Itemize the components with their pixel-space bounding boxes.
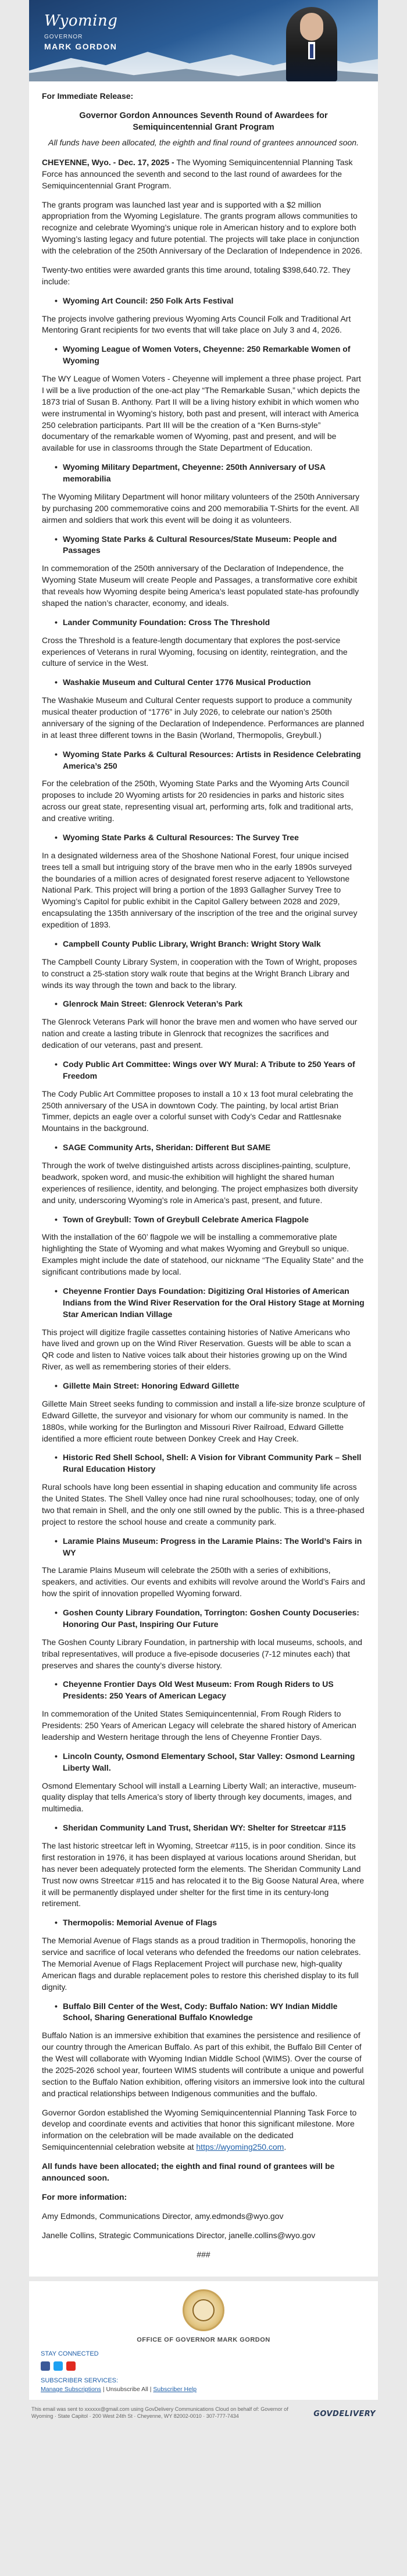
bullet-icon: • [55, 749, 58, 759]
subscriber-services-label: SUBSCRIBER SERVICES: [41, 2377, 119, 2384]
governor-portrait [286, 7, 337, 81]
release-subhead: All funds have been allocated, the eighth and final round of grantees announced soon. [48, 138, 359, 148]
release-headline: Governor Gordon Announces Seventh Round of Awardees for Semiquincentennial Grant Program [79, 110, 328, 133]
footer-office-name: OFFICE OF GOVERNOR MARK GORDON [137, 2336, 270, 2344]
award-item [42, 677, 365, 741]
award-title-row [55, 832, 365, 844]
governor-name: MARK GORDON [44, 42, 117, 52]
award-title: Buffalo Bill Center of the West, Cody: Buffalo Nation: WY Indian Middle School, Sharing Generational Buffalo Knowledge [63, 2001, 338, 2022]
award-description: The Glenrock Veterans Park will honor the brave men and women who have served our nation and create a lasting tribute in Glenrock that recognizes the sacrifices and dedication of our veterans, past and present. [42, 1017, 358, 1050]
award-item [42, 1751, 365, 1815]
separator: | [101, 2386, 106, 2393]
bullet-icon: • [55, 1381, 58, 1391]
award-description: Osmond Elementary School will install a Learning Liberty Wall; an interactive, museum-quality display that tells America’s story of liberty through key documents, images, and multimedia. [42, 1781, 357, 1814]
award-description: With the installation of the 60’ flagpole we will be installing a commemorative plate highlighting the State of Wyoming and what makes Wyoming and Greybull so unique. Examples might include the date of statehood, our nickname “The Equality State” and the significant contributions made by local. [42, 1232, 364, 1277]
dateline: CHEYENNE, Wyo. - Dec. 17, 2025 - [42, 157, 174, 167]
bullet-icon: • [55, 462, 58, 472]
release-body [29, 81, 378, 2277]
award-item [42, 2001, 365, 2100]
contact-amy: Amy Edmonds, Communications Director, amy.edmonds@wyo.gov [42, 2211, 284, 2221]
award-title: Wyoming State Parks & Cultural Resources: Artists in Residence Celebrating America’s 250 [63, 749, 361, 770]
award-title: Cody Public Art Committee: Wings over WY Mural: A Tribute to 250 Years of Freedom [63, 1059, 355, 1080]
legal-text: This email was sent to xxxxxx@gmail.com using GovDelivery Communications Cloud on behalf of: Governor of Wyoming · State Capitol · 200 West 24th St · Cheyenne, WY 82002-0010 · 307-777-7434 [31, 2406, 288, 2420]
award-title: Wyoming State Parks & Cultural Resources: The Survey Tree [63, 832, 299, 842]
award-description: The Wyoming Military Department will honor military volunteers of the 250th Anniversary by purchasing 200 commemorative coins and 200 memorabilia T-Shirts for the event. All airmen and soldiers that work this event will be doing it as volunteers. [42, 491, 360, 525]
award-title: Lincoln County, Osmond Elementary School, Star Valley: Osmond Learning Liberty Wall. [63, 1751, 355, 1772]
award-description: In commemoration of the United States Semiquincentennial, From Rough Riders to Presidents: 250 Years of American Legacy will celebrate the shared history of American leadership and Western heritage through the lens of Cheyenne Frontier Days. [42, 1709, 356, 1742]
facebook-icon[interactable] [41, 2361, 50, 2371]
award-description: The Goshen County Library Foundation, in partnership with local museums, schools, and tribal representatives, will produce a five-episode docuseries (7-12 minutes each) that preserves and shares the county’s diverse history. [42, 1637, 362, 1670]
award-title: SAGE Community Arts, Sheridan: Different But SAME [63, 1143, 271, 1153]
subscriber-links [41, 2385, 366, 2394]
closing-end: . [284, 2142, 287, 2152]
intro-text: The Wyoming Semiquincentennial Planning Task Force has announced the seventh and second to the last round of awardees for the Semiquincentennial Grant Program. [42, 157, 353, 190]
award-item [42, 1452, 365, 1528]
awards-list [42, 295, 365, 2100]
award-title-row [55, 1607, 365, 1630]
award-title-row [55, 462, 365, 485]
award-title: Wyoming State Parks & Cultural Resources/State Museum: People and Passages [63, 534, 337, 555]
governor-logo [44, 10, 117, 53]
email-container [29, 0, 378, 2400]
social-links [41, 2361, 366, 2371]
bullet-icon: • [55, 1286, 58, 1296]
count-paragraph: Twenty-two entities were awarded grants this time around, totaling $398,640.72. They include: [42, 265, 351, 286]
bullet-icon: • [55, 617, 58, 627]
bullet-icon: • [55, 1918, 58, 1928]
award-title: Cheyenne Frontier Days Old West Museum: From Rough Riders to US Presidents: 250 Years of American Legacy [63, 1679, 334, 1701]
award-title-row [55, 295, 365, 307]
contact-janelle: Janelle Collins, Strategic Communications Director, janelle.collins@wyo.gov [42, 2230, 316, 2240]
award-title-row [55, 344, 365, 367]
bullet-icon: • [55, 1608, 58, 1618]
award-title-row [55, 534, 365, 557]
bullet-icon: • [55, 1059, 58, 1069]
award-title: Campbell County Public Library, Wright Branch: Wright Story Walk [63, 939, 321, 948]
award-item [42, 344, 365, 454]
award-title-row [55, 617, 365, 629]
govdelivery-logo: GOVDELIVERY [313, 2409, 376, 2418]
award-title-row [55, 1059, 365, 1082]
award-description: Gillette Main Street seeks funding to commission and install a life-size bronze sculpture of Edward Gillette, the surveyor and visionary for whom our community is named. In the 1880s, while working for the Burlington and Missouri River Railroad, Edward Gillette identified a more efficient route between Donkey Creek and Hay Creek. [42, 1398, 365, 1443]
end-mark: ### [197, 2250, 210, 2260]
youtube-icon[interactable] [66, 2361, 76, 2371]
award-description: In a designated wilderness area of the Shoshone National Forest, four unique incised trees tell a small but intriguing story of the brave men who in the early 1890s surveyed the boundaries of a million acres of designated forest reserve adjacent to Yellowstone National Park. This project will bring a portion of the 1893 Gallagher Survey Tree to Wyoming’s Capitol for public exhibit in the Capitol Gallery between 2028 and 2029, encapsulating the 135th anniversary of the inscription of the tree and the original survey expedition of 1893. [42, 850, 358, 930]
separator: | [148, 2386, 153, 2393]
award-item [42, 1286, 365, 1373]
award-item [42, 998, 365, 1051]
award-description: Cross the Threshold is a feature-length documentary that explores the post-service experiences of Veterans in rural Wyoming, focusing on identity, reintegration, and the culture of service in the West. [42, 635, 348, 668]
bullet-icon: • [55, 1214, 58, 1224]
closing-paragraph [42, 2107, 365, 2154]
award-title-row [55, 1142, 365, 1154]
award-title-row [55, 1214, 365, 1226]
award-title: Gillette Main Street: Honoring Edward Gillette [63, 1381, 240, 1391]
award-description: The Campbell County Library System, in cooperation with the Town of Wright, proposes to construct a 25-station story walk route that begins at the Wright Branch Library and winds its way through the town and back to the library. [42, 957, 357, 990]
award-title-row [55, 1536, 365, 1559]
more-info-label: For more information: [42, 2192, 127, 2202]
bullet-icon: • [55, 1536, 58, 1546]
award-title-row [55, 1679, 365, 1702]
office-label: GOVERNOR [44, 33, 83, 40]
award-title-row [55, 939, 365, 950]
award-description: The Laramie Plains Museum will celebrate the 250th with a series of exhibitions, speakers, and activities. Our events and exhibits will revolve around the World’s Fairs and how the spirit of innovation propelled Wyoming forward. [42, 1565, 365, 1599]
award-item [42, 1917, 365, 1993]
award-title-row [55, 1917, 365, 1929]
award-title-row [55, 1380, 365, 1392]
bullet-icon: • [55, 1823, 58, 1833]
award-title: Historic Red Shell School, Shell: A Vision for Vibrant Community Park – Shell Rural Education History [63, 1453, 362, 1474]
award-description: For the celebration of the 250th, Wyoming State Parks and the Wyoming Arts Council proposes to include 20 Wyoming artists for 20 residencies in parks and historic sites across our great state, representing visual art, performing arts, folk and traditional arts, and creative writing. [42, 779, 354, 823]
closing-text: Governor Gordon established the Wyoming Semiquincentennial Planning Task Force to develop and coordinate events and activities that honor this significant milestone. More information on the celebration will be made available on the dedicated Semiquincentennial celebration website at [42, 2107, 357, 2152]
award-title-row [55, 1286, 365, 1321]
award-title: Sheridan Community Land Trust, Sheridan WY: Shelter for Streetcar #115 [63, 1823, 346, 1833]
award-description: The last historic streetcar left in Wyoming, Streetcar #115, is in poor condition. Since its first restoration in 1976, it has been displayed at various locations around Sheridan, but has never been adequately protected form the elements. The Sheridan Community Land Trust now owns Streetcar #115 and has relocated it to the Big Goose Natural Area, where it will be permanently displayed under shelter for the first time in its century-long retirement. [42, 1841, 365, 1908]
award-description: The Memorial Avenue of Flags stands as a proud tradition in Thermopolis, honoring the service and sacrifice of local veterans who defended the freedoms our nation celebrates. The Memorial Avenue of Flags Replacement Project will purchase new, high-quality American flags and durable replacement poles to restore this cherished display to its full dignity. [42, 1936, 361, 1992]
wyoming-script: Wyoming [44, 12, 118, 30]
bullet-icon: • [55, 832, 58, 842]
award-title: Laramie Plains Museum: Progress in the Laramie Plains: The World’s Fairs in WY [63, 1536, 362, 1557]
award-title: Glenrock Main Street: Glenrock Veteran’s Park [63, 999, 243, 1009]
bullet-icon: • [55, 999, 58, 1009]
award-item [42, 1822, 365, 1910]
program-paragraph: The grants program was launched last year and is supported with a $2 million appropriation from the Wyoming Legislature. The grants program allows communities to recognize and celebrate Wyoming’s unique role in American history and to explore both Wyoming’s lasting legacy and future potential. The projects will take place in conjunction with the celebration of the 250th Anniversary of the Declaration of Independence in 2026. [42, 199, 363, 256]
governor-seal-icon [183, 2289, 224, 2331]
award-title-row [55, 1751, 365, 1774]
award-item [42, 939, 365, 991]
award-description: The Washakie Museum and Cultural Center requests support to produce a community musical theater production of “1776” in July 2026, to celebrate our nation’s 250th anniversary of the signing of the Declaration of Independence. Performances are planned in at least three different towns in the Basin (Worland, Thermopolis, Greybull.) [42, 695, 365, 740]
seal-inner [192, 2299, 215, 2321]
intro-paragraph [42, 157, 365, 192]
unsubscribe-all-link[interactable]: Unsubscribe All [106, 2386, 148, 2393]
bullet-icon: • [55, 1143, 58, 1153]
subscriber-help-link[interactable]: Subscriber Help [153, 2386, 197, 2393]
award-description: The Cody Public Art Committee proposes to install a 10 x 13 foot mural celebrating the 250th anniversary of the USA in downtown Cody. The painting, by local artist Brian Timmer, depicts an eagle over a colorful sunset with Cody’s Cedar and Rattlesnake Mountains in the background. [42, 1089, 354, 1133]
bullet-icon: • [55, 344, 58, 354]
portrait-tie [310, 44, 313, 58]
award-title-row [55, 677, 365, 688]
award-title: Cheyenne Frontier Days Foundation: Digitizing Oral Histories of American Indians from the Wind River Reservation for the Oral History Stage at Morning Star American Indian Village [63, 1286, 365, 1319]
legal-footer [29, 2400, 378, 2427]
award-title: Thermopolis: Memorial Avenue of Flags [63, 1918, 217, 1928]
award-item [42, 534, 365, 609]
award-title: Lander Community Foundation: Cross The Threshold [63, 617, 270, 627]
award-item [42, 1380, 365, 1444]
award-item [42, 832, 365, 931]
bullet-icon: • [55, 677, 58, 687]
award-title: Goshen County Library Foundation, Torrington: Goshen County Docuseries: Honoring Our Past, Inspiring Our Future [63, 1608, 359, 1629]
award-title: Wyoming League of Women Voters, Cheyenne: 250 Remarkable Women of Wyoming [63, 344, 351, 366]
header-banner [29, 0, 378, 81]
award-title: Town of Greybull: Town of Greybull Celebrate America Flagpole [63, 1214, 309, 1224]
award-description: Rural schools have long been essential in shaping education and community life across the United States. The Shell Valley once had nine rural schoolhouses; today, one of only two that remain in Shell, and the only one still owned by the public. This is a three-phased project to restore the school house and create a community park. [42, 1482, 365, 1526]
award-title-row [55, 1452, 365, 1475]
award-item [42, 617, 365, 670]
bullet-icon: • [55, 939, 58, 948]
bullet-icon: • [55, 1453, 58, 1462]
bullet-icon: • [55, 2001, 58, 2011]
email-footer [29, 2277, 378, 2400]
award-title-row [55, 998, 365, 1010]
award-description: In commemoration of the 250th anniversary of the Declaration of Independence, the Wyoming State Museum will create People and Passages, a transformative core exhibit that reveals how Wyoming despite being America’s least populated state-has profoundly shaped the nation’s character, economy, and ideals. [42, 563, 359, 608]
award-item [42, 1536, 365, 1600]
bullet-icon: • [55, 295, 58, 305]
award-title-row [55, 2001, 365, 2024]
release-label: For Immediate Release: [42, 91, 134, 101]
award-description: Buffalo Nation is an immersive exhibition that examines the persistence and resilience of our country through the American Buffalo. As part of this exhibit, the Buffalo Bill Center of the West will collaborate with Wyoming Indian Middle School (WIMS). Over the course of the 2025-2026 school year, fourteen WIMS students will contribute a unique and powerful section to the Buffalo Nation exhibition, offering visitors an immersive look into the cultural and practical relationships between Indigenous communities and the buffalo. [42, 2031, 365, 2098]
award-description: The WY League of Women Voters - Cheyenne will implement a three phase project. Part I will be a live production of the one-act play “The Remarkable Susan,” which depicts the 1873 trial of Susan B. Anthony. Part II will be a living history exhibit in which women who were instrumental in Wyoming’s history, both past and present, will interact with America 250 celebration participants. Part III will be the creation of a “Ken Burns-style” documentary of the remarkable women of Wyoming, past and present, and will be available for use in classrooms through the State Department of Education. [42, 374, 361, 453]
award-title: Wyoming Art Council: 250 Folk Arts Festival [63, 295, 234, 305]
stay-connected-label: STAY CONNECTED [41, 2350, 99, 2357]
bullet-icon: • [55, 1751, 58, 1761]
award-item [42, 1059, 365, 1134]
award-item [42, 1142, 365, 1206]
award-item [42, 295, 365, 337]
award-title: Wyoming Military Department, Cheyenne: 250th Anniversary of USA memorabilia [63, 462, 326, 484]
award-item [42, 749, 365, 825]
award-title: Washakie Museum and Cultural Center 1776 Musical Production [63, 677, 311, 687]
award-description: The projects involve gathering previous Wyoming Arts Council Folk and Traditional Art Mentoring Grant recipients for two events that will take place on July 3 and 4, 2026. [42, 313, 351, 335]
bullet-icon: • [55, 534, 58, 544]
award-title-row [55, 1822, 365, 1834]
manage-subscriptions-link[interactable]: Manage Subscriptions [41, 2386, 101, 2393]
final-round-note: All funds have been allocated; the eighth and final round of grantees will be announced soon. [42, 2161, 335, 2182]
twitter-icon[interactable] [53, 2361, 63, 2371]
bullet-icon: • [55, 1679, 58, 1689]
award-title-row [55, 749, 365, 772]
award-description: Through the work of twelve distinguished artists across disciplines-painting, sculpture, beadwork, spoken word, and music-the exhibition will highlight the shared human experiences of resilience, identity, and belonging. The project emphasizes both diversity and unity, underscoring Wyoming’s role in America’s past, present, and future. [42, 1161, 358, 1205]
award-item [42, 1607, 365, 1671]
award-description: This project will digitize fragile cassettes containing histories of Native Americans who have lived and grown up on the Wind River Reservation. Guests will be able to scan a QR code and listen to Native voices talk about their histories growing up on the Wind River, as well as remembering stories of their elders. [42, 1327, 351, 1372]
wyoming250-link[interactable]: https://wyoming250.com [196, 2142, 284, 2152]
award-item [42, 1679, 365, 1743]
award-item [42, 1214, 365, 1278]
award-item [42, 462, 365, 526]
portrait-head [300, 13, 323, 41]
